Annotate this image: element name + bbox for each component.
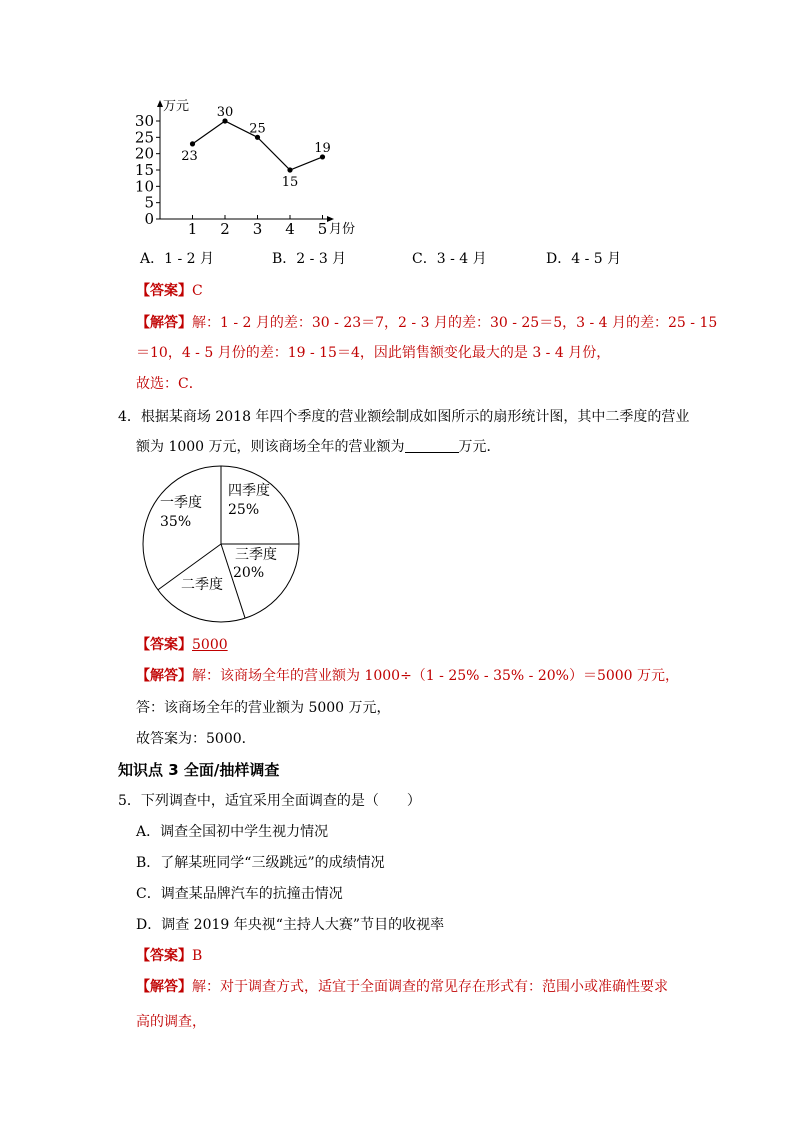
pie-pct-q4: 25% [228,502,260,518]
answer-tag: 【答案】 [136,283,192,299]
y-unit-label: 万元 [163,99,190,114]
x-tick-label: 3 [252,220,263,238]
q3-conclusion: 故选：C． [136,376,203,392]
q5-solution-line1 [136,976,668,996]
q5-stem: 5．下列调查中，适宜采用全面调查的是（ ） [118,793,421,809]
q4-stem-line2 [136,436,501,456]
q4-stem-line1: 4．根据某商场 2018 年四个季度的营业额绘制成如图所示的扇形统计图，其中二季度的营业 [118,409,690,425]
data-label: 19 [314,140,331,156]
data-label: 23 [181,148,198,164]
x-unit-label: 月份 [329,222,356,237]
q5-option-c: C．调查某品牌汽车的抗撞击情况 [136,886,343,902]
q3-solution-line1 [136,312,717,332]
y-tick-label: 25 [134,128,154,147]
x-tick-label: 2 [220,220,230,238]
q4-solution [136,665,679,685]
data-label: 15 [281,175,299,190]
q4-conclusion: 故答案为：5000． [136,731,256,747]
solution-tag: 【解答】 [136,979,192,995]
q4-stem-post: 万元． [458,439,501,455]
q5-option-a: A．调查全国初中学生视力情况 [136,824,329,840]
pie-label-q3: 三季度 [235,547,277,563]
q5-answer [136,945,202,965]
q5-option-b: B．了解某班同学“三级跳远”的成绩情况 [136,855,385,871]
pie-label-q4: 四季度 [228,483,270,499]
answer-value: C [192,283,203,299]
data-point [287,167,292,172]
answer-tag: 【答案】 [136,948,192,964]
pie-pct-q1: 35% [160,514,192,530]
y-tick-label: 10 [134,177,154,196]
q5-option-d: D．调查 2019 年央视“主持人大赛”节目的收视率 [136,917,445,933]
solution-tag: 【解答】 [136,668,192,684]
answer-value: B [192,948,203,964]
section-title: 知识点 3 全面/抽样调查 [118,761,280,779]
data-label: 25 [249,121,266,137]
q3-option-d: D．4 - 5 月 [546,251,622,267]
data-label: 30 [216,105,234,120]
data-point [190,141,195,146]
x-tick-label: 5 [317,220,328,238]
q3-option-c: C．3 - 4 月 [412,251,487,267]
pie-label-q1: 一季度 [160,495,202,511]
line-chart [130,98,370,238]
pie-chart [140,464,310,624]
q4-reply: 答：该商场全年的营业额为 5000 万元， [136,700,391,716]
solution-text: 解：该商场全年的营业额为 1000÷（1 - 25% - 35% - 20%）＝5000 万元， [192,668,680,684]
q3-option-b: B．2 - 3 月 [272,251,347,267]
pie-pct-q3: 20% [233,565,265,581]
y-tick-label: 5 [144,193,154,212]
y-tick-label: 20 [134,144,154,163]
answer-tag: 【答案】 [136,637,192,653]
q4-stem-pre: 额为 1000 万元，则该商场全年的营业额为 [136,439,405,455]
y-tick-label: 0 [144,210,154,228]
x-tick-label: 1 [187,220,198,238]
q4-answer [136,634,228,654]
q5-solution-line2: 高的调查， [136,1014,206,1030]
solution-tag: 【解答】 [136,315,192,331]
pie-label-q2: 二季度 [181,577,223,593]
solution-text: 解：对于调查方式，适宜于全面调查的常见存在形式有：范围小或准确性要求 [192,979,668,995]
y-tick-label: 30 [134,112,154,130]
q3-option-a: A．1 - 2 月 [140,251,215,267]
x-tick-label: 4 [285,220,295,238]
q3-answer [136,280,203,300]
y-tick-label: 15 [134,161,154,179]
answer-blank [405,438,459,453]
answer-value: 5000 [192,637,228,653]
solution-text: 解：1 - 2 月的差：30 - 23＝7，2 - 3 月的差：30 - 25＝5，3 - 4 月的差：25 - 15 [192,315,718,331]
q3-solution-line2: ＝10，4 - 5 月份的差：19 - 15＝4，因此销售额变化最大的是 3 - 4 月份， [136,345,611,361]
